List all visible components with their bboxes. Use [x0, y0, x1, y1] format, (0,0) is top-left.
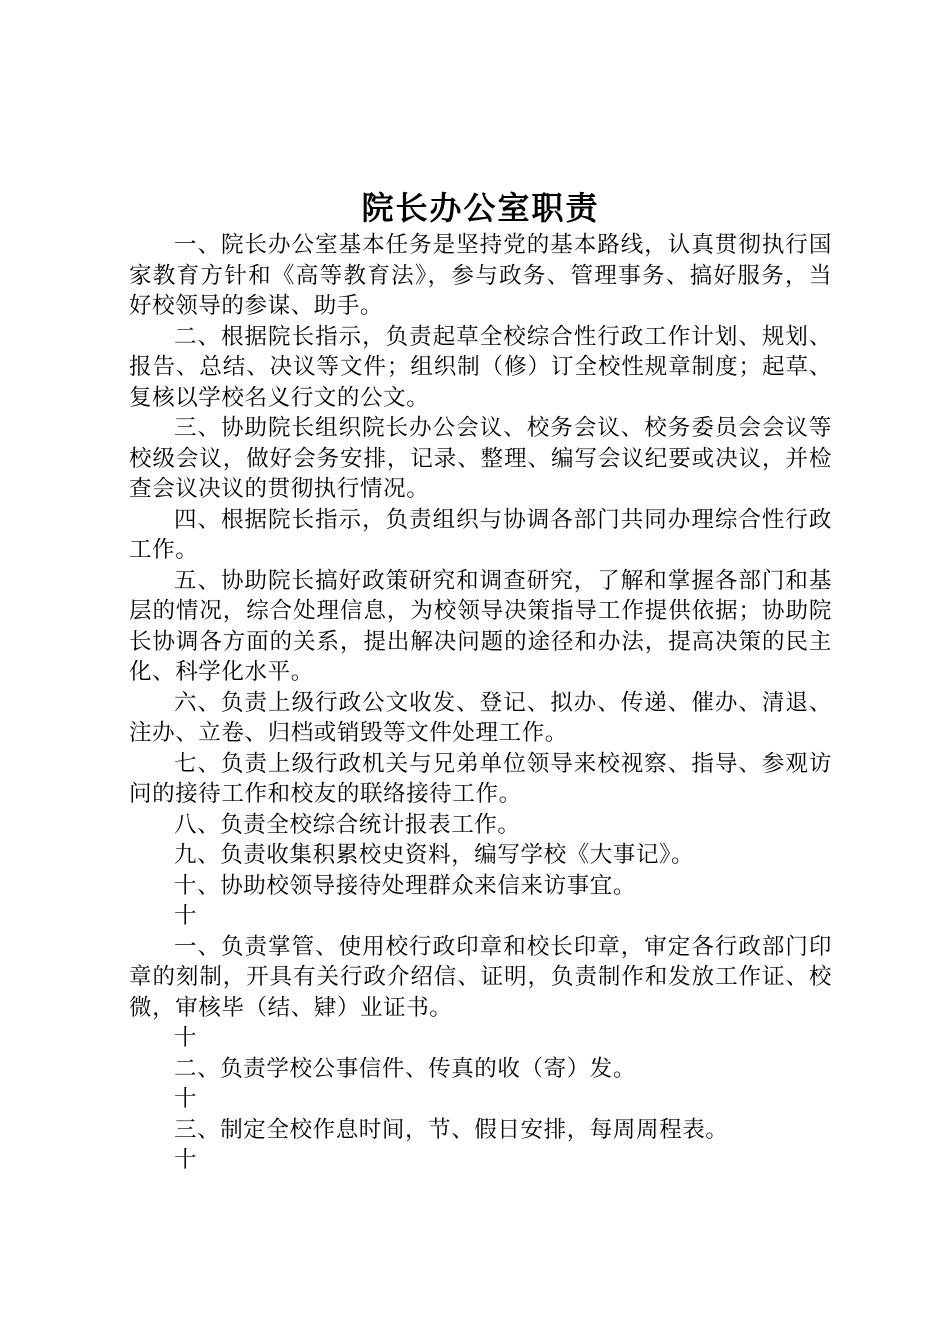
paragraph-4: 四、根据院长指示，负责组织与协调各部门共同办理综合性行政工作。: [129, 506, 832, 563]
paragraph-9: 九、负责收集积累校史资料，编写学校《大事记》。: [174, 842, 695, 868]
paragraph-1: 一、院长办公室基本任务是坚持党的基本路线，认真贯彻执行国家教育方针和《高等教育法》，参与政务、管理事务、搞好服务，当好校领导的参谋、助手。: [129, 232, 832, 319]
paragraph-11-number: 十: [174, 903, 198, 929]
paragraph-13-number: 十: [174, 1086, 198, 1112]
paragraph-14-number: 十: [174, 1147, 198, 1173]
document-page: [129, 186, 832, 1176]
document-title: 院长办公室职责: [361, 189, 600, 227]
paragraph-3: 三、协助院长组织院长办公会议、校务会议、校务委员会会议等校级会议，做好会务安排，记录、整理、编写会议纪要或决议，并检查会议决议的贯彻执行情况。: [129, 415, 832, 502]
paragraph-12: 二、负责学校公事信件、传真的收（寄）发。: [174, 1055, 637, 1082]
paragraph-6: 六、负责上级行政公文收发、登记、拟办、传递、催办、清退、注办、立卷、归档或销毁等文件处理工作。: [129, 689, 832, 746]
paragraph-2: 二、根据院长指示，负责起草全校综合性行政工作计划、规划、报告、总结、决议等文件；组织制（修）订全校性规章制度；起草、复核以学校名义行文的公文。: [129, 323, 832, 411]
paragraph-11: 一、负责掌管、使用校行政印章和校长印章，审定各行政部门印章的刻制，开具有关行政介绍信、证明，负责制作和发放工作证、校微，审核毕（结、肄）业证书。: [129, 933, 832, 1021]
paragraph-12-number: 十: [174, 1025, 198, 1051]
paragraph-10: 十、协助校领导接待处理群众来信来访事宜。: [174, 872, 637, 899]
paragraph-5: 五、协助院长搞好政策研究和调查研究，了解和掌握各部门和基层的情况，综合处理信息，为校领导决策指导工作提供依据；协助院长协调各方面的关系，提出解决问题的途径和办法，提高决策的民主化、科学化水平。: [129, 567, 832, 685]
paragraph-8: 八、负责全校综合统计报表工作。: [174, 811, 521, 838]
paragraph-7: 七、负责上级行政机关与兄弟单位领导来校视察、指导、参观访问的接待工作和校友的联络接待工作。: [129, 750, 832, 807]
paragraph-13: 三、制定全校作息时间，节、假日安排，每周周程表。: [174, 1116, 729, 1143]
